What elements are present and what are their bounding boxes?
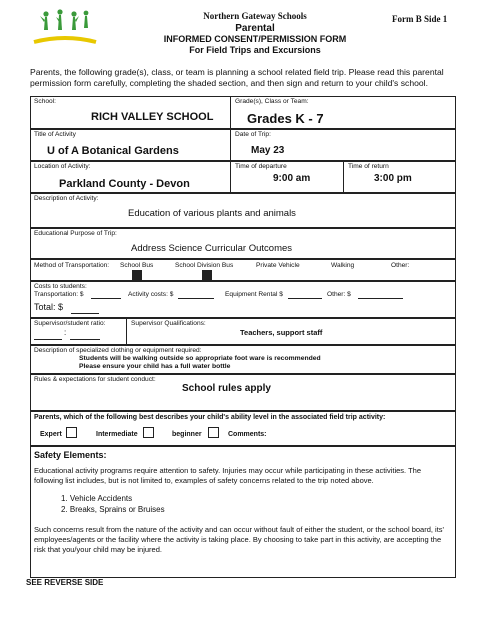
- date-field[interactable]: Date of Trip: May 23: [230, 129, 456, 161]
- grades-field[interactable]: Grade(s), Class or Team: Grades K - 7: [230, 96, 456, 129]
- school-value: RICH VALLEY SCHOOL: [91, 111, 214, 123]
- safety-paragraph-2: Such concerns result from the nature of the activity and can occur without fault of either the student, or the school board, its' employees/agents or the facility where the activity is taking place. By choosing to take part in this activity, are accepting the risk that you/your child may be injured.: [34, 525, 444, 554]
- activity-title-field[interactable]: Title of Activity U of A Botanical Gardens: [30, 129, 231, 161]
- intermediate-checkbox[interactable]: [143, 427, 154, 438]
- supervisor-ratio-field[interactable]: Supervisor/student ratio: :: [30, 318, 127, 345]
- school-field[interactable]: School: RICH VALLEY SCHOOL: [30, 96, 231, 129]
- description-value: Education of various plants and animals: [128, 208, 296, 219]
- description-field[interactable]: Description of Activity: Education of various plants and animals: [30, 193, 456, 228]
- return-value: 3:00 pm: [374, 173, 412, 184]
- transport-option-division-bus: School Division Bus: [175, 262, 234, 269]
- safety-paragraph-1: Educational activity programs require attention to safety. Injuries may occur while participating in these activities. The following list includes, but is not limited to, examples of safety concerns related to the trip noted above.: [34, 466, 421, 485]
- expert-checkbox[interactable]: [66, 427, 77, 438]
- clothing-line-2: Please ensure your child has a full water bottle: [79, 363, 231, 370]
- intro-paragraph: Parents, the following grade(s), class, or team is planning a school related field trip. Please read this parental permission form carefully, completing the shaded section, and then sign and return to your child's school.: [30, 67, 444, 88]
- safety-item-1: 1. Vehicle Accidents: [61, 494, 133, 503]
- rules-field[interactable]: Rules & expectations for student conduct: School rules apply: [30, 374, 456, 411]
- departure-field[interactable]: Time of departure 9:00 am: [230, 161, 344, 193]
- school-bus-checkbox[interactable]: [132, 270, 142, 280]
- grades-value: Grades K - 7: [247, 111, 324, 126]
- ability-question: Parents, which of the following best describes your child's ability level in the associated field trip activity:: [34, 414, 386, 421]
- costs-field[interactable]: Costs to students: Transportation: $ Activity costs: $ Equipment Rental $ Other: $ Total: $: [30, 281, 456, 318]
- transport-option-other: Other:: [391, 262, 410, 269]
- return-field[interactable]: Time of return 3:00 pm: [343, 161, 456, 193]
- form-title: Parental: [235, 23, 275, 34]
- departure-value: 9:00 am: [273, 173, 311, 184]
- safety-section: [30, 446, 456, 578]
- other-cost-line[interactable]: [358, 298, 403, 299]
- division-bus-checkbox[interactable]: [202, 270, 212, 280]
- total-cost-line[interactable]: [71, 313, 99, 314]
- see-reverse-side: SEE REVERSE SIDE: [26, 578, 104, 587]
- rules-value: School rules apply: [182, 383, 271, 394]
- activity-cost-line[interactable]: [178, 298, 214, 299]
- location-field[interactable]: Location of Activity: Parkland County - Devon: [30, 161, 231, 193]
- transportation-cost-line[interactable]: [91, 298, 121, 299]
- form-number: Form B Side 1: [392, 14, 448, 24]
- transportation-cost-label: Transportation: $: [34, 291, 84, 298]
- school-division-logo: [30, 8, 100, 46]
- clothing-field[interactable]: Description of specialized clothing or equipment required: Students will be walking outside so appropriate foot ware is recommended Please ensure your child has a full water bottle: [30, 345, 456, 374]
- total-cost-label: Total: $: [34, 302, 64, 312]
- safety-heading: Safety Elements:: [34, 450, 107, 460]
- activity-title-value: U of A Botanical Gardens: [47, 145, 179, 157]
- equipment-cost-line[interactable]: [288, 298, 322, 299]
- safety-item-2: 2. Breaks, Sprains or Bruises: [61, 505, 165, 514]
- clothing-line-1: Students will be walking outside so appropriate foot ware is recommended: [79, 355, 321, 362]
- location-value: Parkland County - Devon: [59, 178, 190, 190]
- organization-name: Northern Gateway Schools: [203, 11, 307, 21]
- equipment-cost-label: Equipment Rental $: [225, 291, 283, 298]
- date-value: May 23: [251, 145, 285, 156]
- transport-option-walking: Walking: [331, 262, 355, 269]
- other-cost-label: Other: $: [327, 291, 351, 298]
- supervisor-qualifications-field[interactable]: Supervisor Qualifications: Teachers, support staff: [126, 318, 456, 345]
- form-subtitle-2: For Field Trips and Excursions: [189, 45, 321, 55]
- transportation-field[interactable]: Method of Transportation: School Bus School Division Bus Private Vehicle Walking Other:: [30, 259, 456, 281]
- form-subtitle: INFORMED CONSENT/PERMISSION FORM: [163, 34, 347, 44]
- purpose-value: Address Science Curricular Outcomes: [131, 243, 293, 254]
- ability-field[interactable]: Parents, which of the following best describes your child's ability level in the associated field trip activity: Expert Intermediate beginner Comments:: [30, 411, 456, 446]
- transport-option-school-bus: School Bus: [120, 262, 154, 269]
- activity-cost-label: Activity costs: $: [128, 291, 174, 298]
- transport-option-private-vehicle: Private Vehicle: [256, 262, 300, 269]
- beginner-checkbox[interactable]: [208, 427, 219, 438]
- supervisor-qualifications-value: Teachers, support staff: [240, 328, 323, 337]
- purpose-field[interactable]: Educational Purpose of Trip: Address Science Curricular Outcomes: [30, 228, 456, 259]
